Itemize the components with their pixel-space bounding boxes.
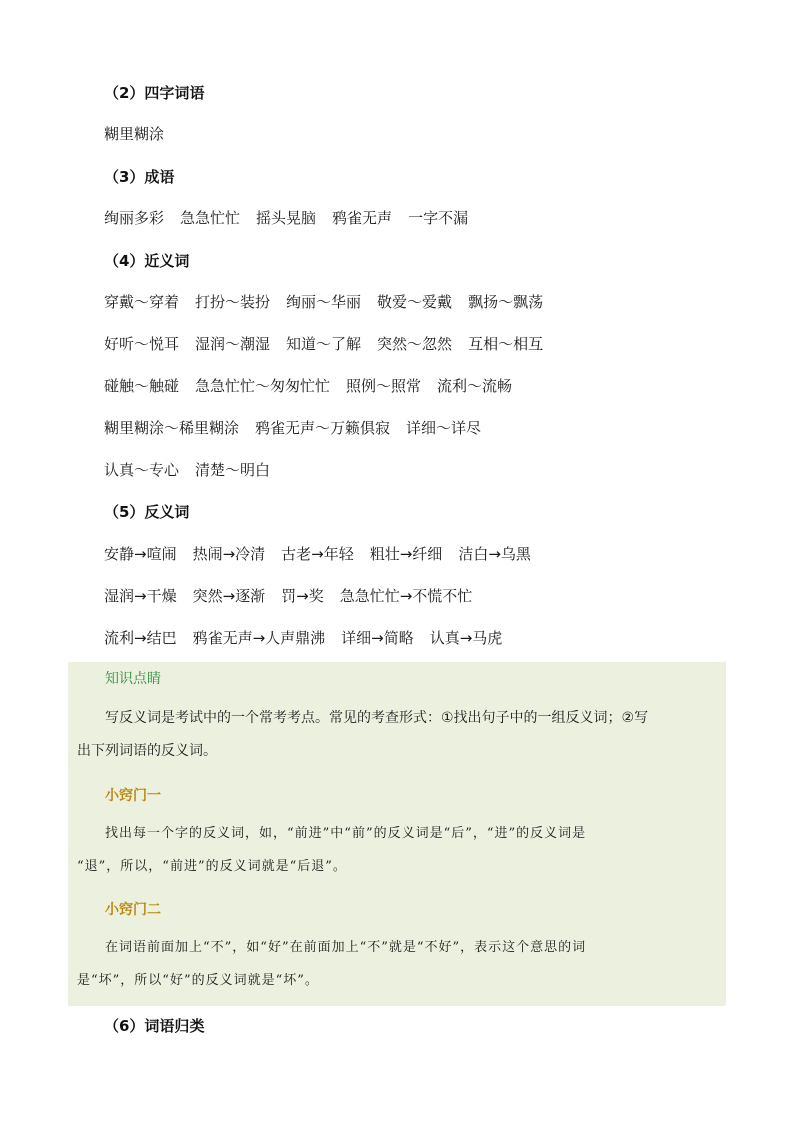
term: 粗壮→纤细 xyxy=(369,545,443,563)
term: 鸦雀无声～万籁俱寂 xyxy=(255,419,391,437)
tip-one-line-2: “退”，所以，“前进”的反义词就是“后退”。 xyxy=(77,859,347,874)
tip-two-line-2: 是“坏”，所以“好”的反义词就是“坏”。 xyxy=(77,973,319,988)
term: 流利～流畅 xyxy=(437,377,513,395)
term: 罚→奖 xyxy=(281,587,324,605)
term: 湿润～潮湿 xyxy=(195,335,271,353)
synonyms-line xyxy=(104,417,497,438)
term: 绚丽多彩 xyxy=(104,209,165,227)
antonyms-line xyxy=(104,543,547,564)
tip-one-line-1: 找出每一个字的反义词，如，“前进”中“前”的反义词是“后”，“进”的反义词是 xyxy=(105,826,587,841)
tip-one-text xyxy=(77,817,717,883)
term: 安静→喧闹 xyxy=(104,545,177,563)
term: 糊里糊涂～稀里糊涂 xyxy=(104,419,240,437)
synonyms-line xyxy=(104,291,559,312)
term: 好听～悦耳 xyxy=(104,335,180,353)
term: 急急忙忙 xyxy=(180,209,241,227)
term: 突然～忽然 xyxy=(377,335,453,353)
section-heading-synonyms: （4）近义词 xyxy=(104,252,190,270)
term: 鸦雀无声 xyxy=(332,209,393,227)
term: 一字不漏 xyxy=(408,209,469,227)
term: 照例～照常 xyxy=(346,377,422,395)
term: 湿润→干燥 xyxy=(104,587,177,605)
tip-one-title: 小窍门一 xyxy=(105,788,161,804)
term: 急急忙忙→不慌不忙 xyxy=(339,587,473,605)
term: 碰触～触碰 xyxy=(104,377,180,395)
term: 绚丽～华丽 xyxy=(286,293,362,311)
term: 知道～了解 xyxy=(286,335,362,353)
tip-two-title: 小窍门二 xyxy=(105,902,161,918)
term: 洁白→乌黑 xyxy=(458,545,531,563)
section-heading-word-classification: （6）词语归类 xyxy=(104,1017,205,1035)
knowledge-box xyxy=(68,662,726,1006)
section-heading-antonyms: （5）反义词 xyxy=(104,503,190,521)
term: 互相～相互 xyxy=(468,335,544,353)
term: 摇头晃脑 xyxy=(256,209,317,227)
term: 敬爱～爱戴 xyxy=(377,293,453,311)
term: 糊里糊涂 xyxy=(104,125,165,143)
term: 古老→年轻 xyxy=(281,545,354,563)
term: 突然→逐渐 xyxy=(192,587,266,605)
knowledge-intro-line-2: 出下列词语的反义词。 xyxy=(77,743,217,759)
term: 热闹→冷清 xyxy=(192,545,266,563)
term: 穿戴～穿着 xyxy=(104,293,180,311)
knowledge-intro xyxy=(77,702,717,768)
term: 打扮～装扮 xyxy=(195,293,271,311)
term: 认真→马虎 xyxy=(429,629,503,647)
term: 清楚～明白 xyxy=(195,461,271,479)
tip-two-line-1: 在词语前面加上“不”，如“好”在前面加上“不”就是“不好”，表示这个意思的词 xyxy=(105,940,587,955)
term: 流利→结巴 xyxy=(104,629,177,647)
knowledge-box-title: 知识点睛 xyxy=(105,671,161,687)
section-heading-four-char-words: （2）四字词语 xyxy=(104,84,205,102)
term: 详细～详尽 xyxy=(406,419,482,437)
knowledge-intro-line-1: 写反义词是考试中的一个常考考点。常见的考查形式：①找出句子中的一组反义词；②写 xyxy=(105,710,649,726)
antonyms-line xyxy=(104,627,518,648)
term: 认真～专心 xyxy=(104,461,180,479)
four-char-words-line xyxy=(104,123,180,144)
tip-two-text xyxy=(77,931,717,997)
section-heading-idioms: （3）成语 xyxy=(104,168,175,186)
synonyms-line xyxy=(104,375,528,396)
term: 急急忙忙～匆匆忙忙 xyxy=(195,377,331,395)
term: 鸦雀无声→人声鼎沸 xyxy=(192,629,326,647)
synonyms-line xyxy=(104,333,559,354)
idioms-line xyxy=(104,207,484,228)
synonyms-line xyxy=(104,459,286,480)
antonyms-line xyxy=(104,585,488,606)
term: 飘扬～飘荡 xyxy=(468,293,544,311)
term: 详细→简略 xyxy=(341,629,414,647)
